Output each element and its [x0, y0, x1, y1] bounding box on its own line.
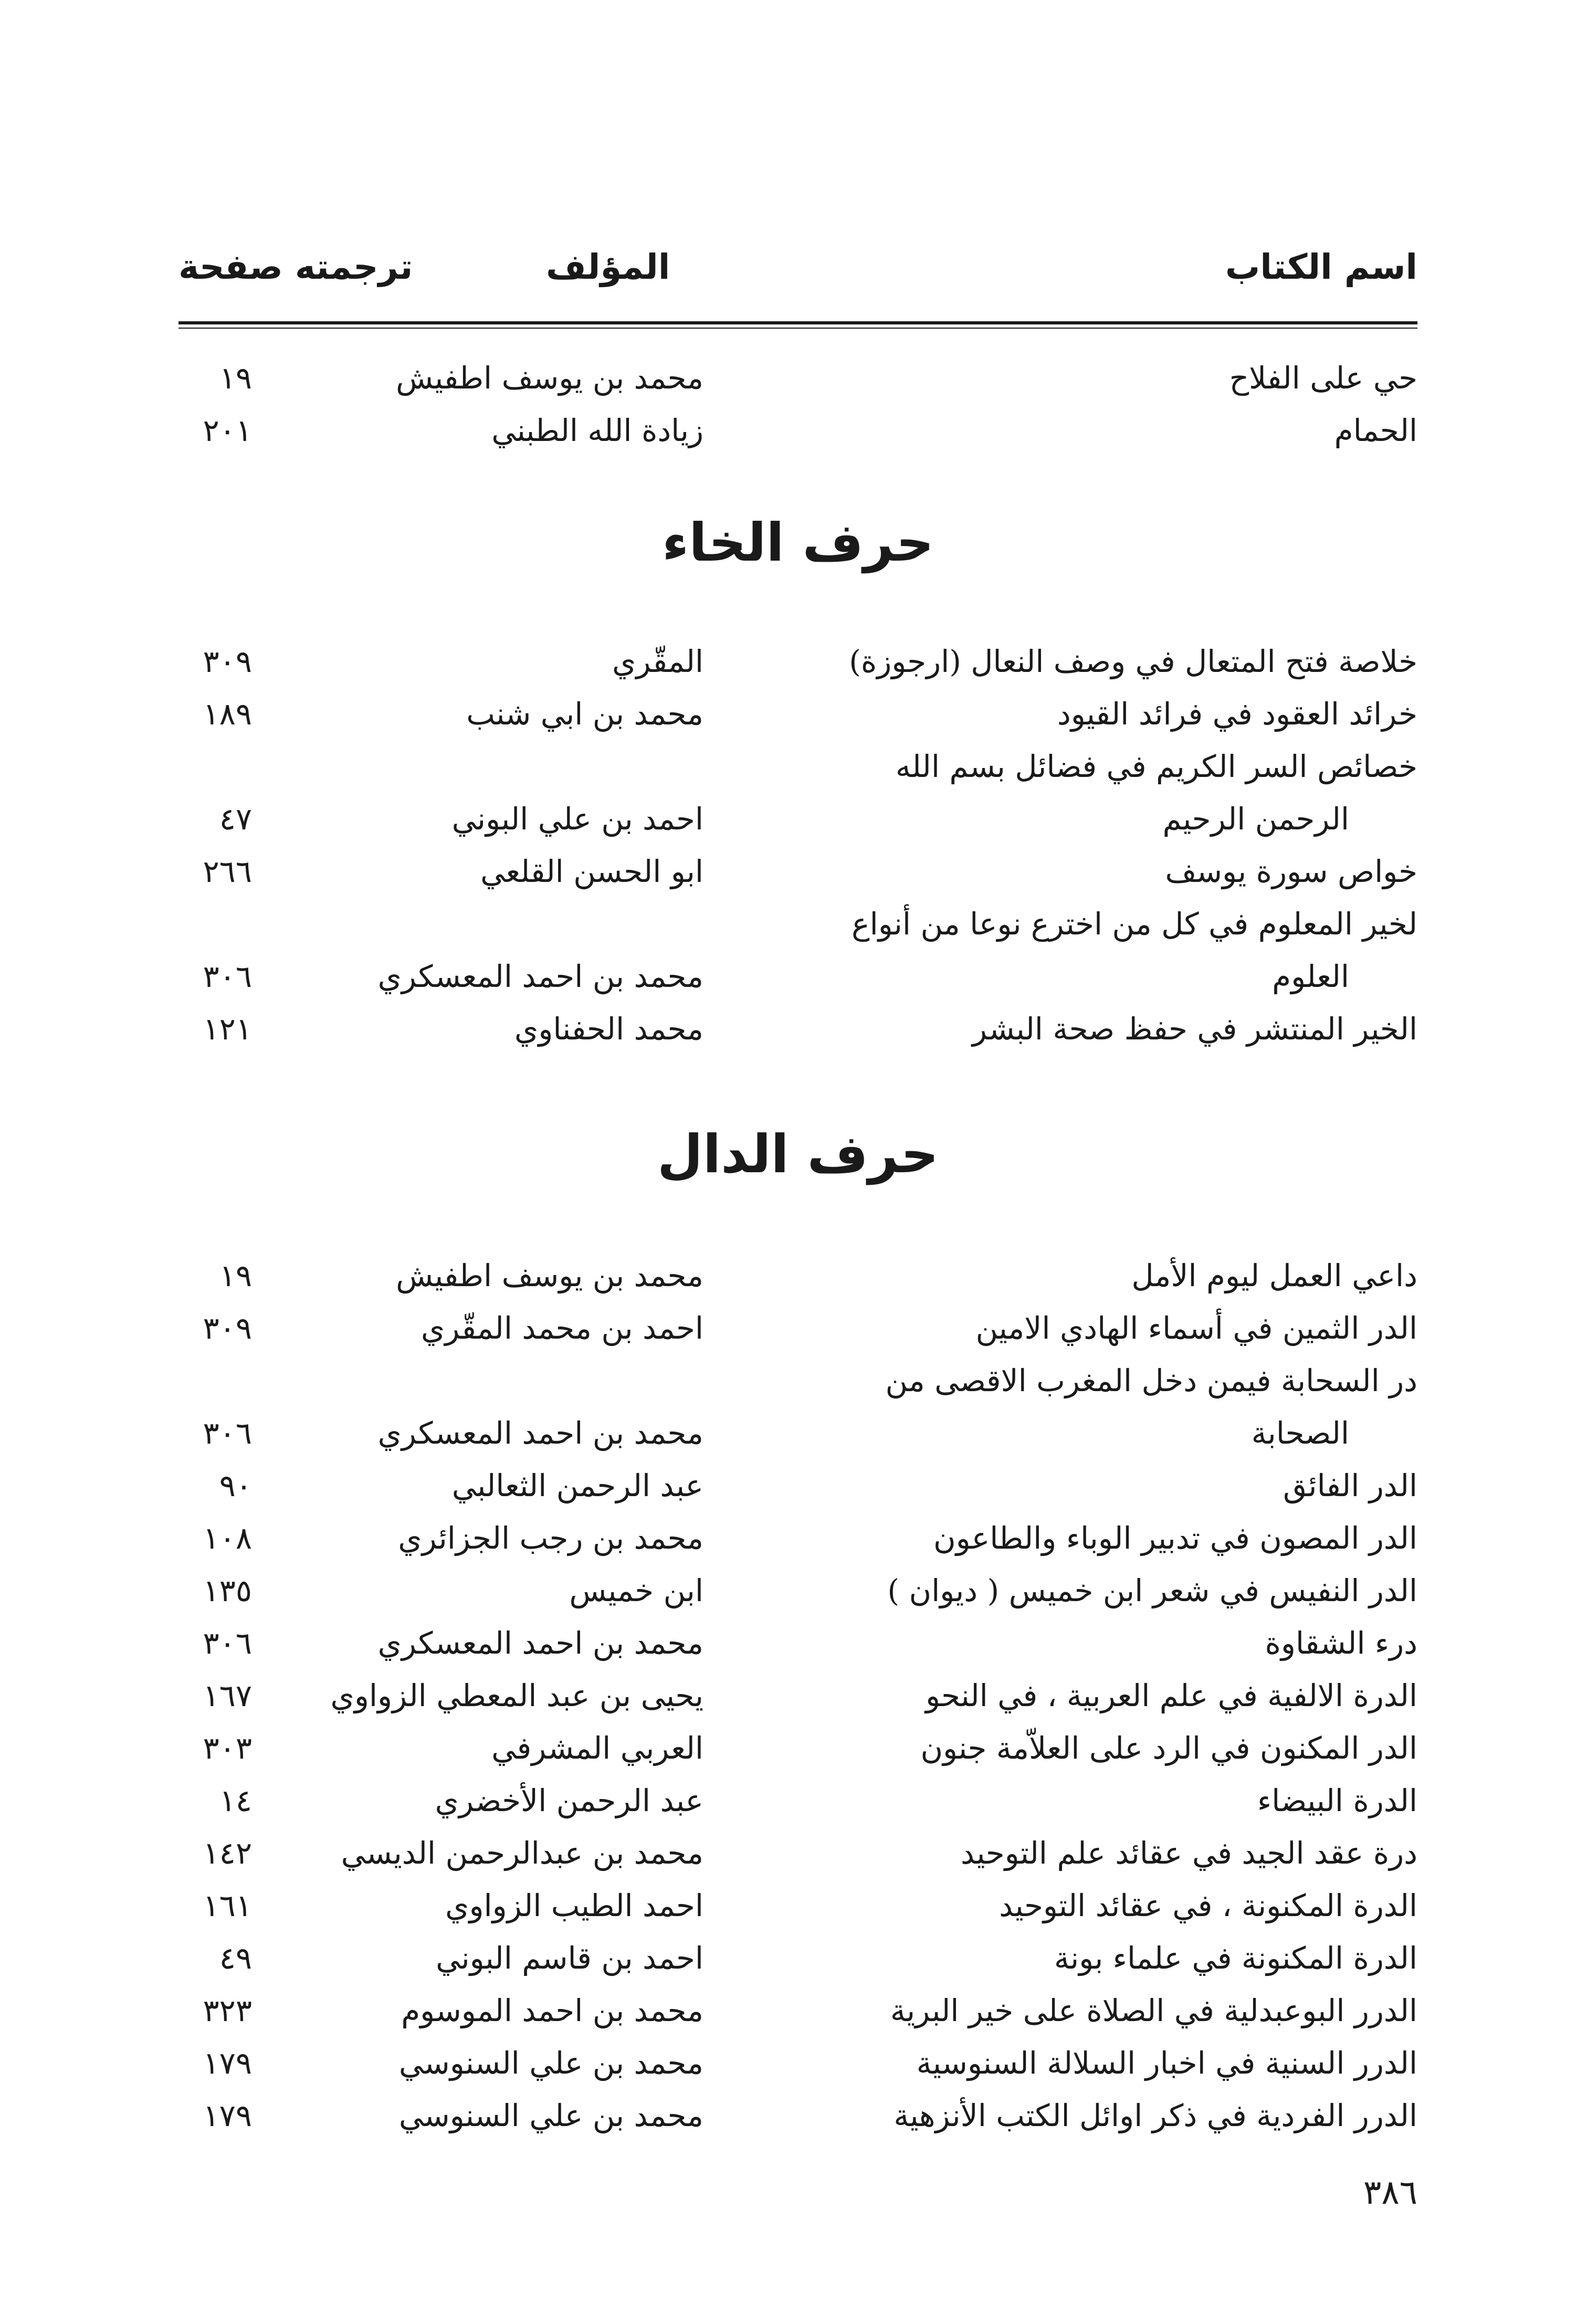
author-name: احمد بن محمد المقّري — [421, 1310, 703, 1346]
page-ref: ١٩ — [219, 360, 252, 396]
book-title: حي على الفلاح — [1229, 360, 1417, 396]
table-row — [178, 1407, 1417, 1459]
book-title: الخير المنتشر في حفظ صحة البشر — [972, 1011, 1417, 1047]
page-ref: ٤٩ — [219, 1940, 252, 1976]
table-row — [178, 1879, 1417, 1932]
table-row — [178, 1617, 1417, 1669]
page-ref: ٢٠١ — [203, 413, 252, 448]
book-title: الدرة البيضاء — [1257, 1783, 1417, 1818]
table-row — [178, 404, 1417, 457]
author-name: محمد بن يوسف اطفيش — [396, 1258, 703, 1294]
header-page: ترجمته صفحة — [178, 247, 413, 287]
author-name: عبد الرحمن الأخضري — [435, 1783, 703, 1818]
book-title: درة عقد الجيد في عقائد علم التوحيد — [960, 1835, 1417, 1871]
page-ref: ١٧٩ — [203, 2098, 252, 2133]
book-title-continuation: الصحابة — [1251, 1415, 1349, 1451]
author-name: المقّري — [612, 644, 703, 679]
book-title-continuation: الرحمن الرحيم — [1162, 801, 1349, 837]
page-ref: ١٩ — [219, 1258, 252, 1294]
header-rule — [178, 321, 1417, 324]
table-row — [178, 1459, 1417, 1512]
author-name: محمد بن عبدالرحمن الديسي — [341, 1835, 703, 1871]
page-ref: ١٤ — [219, 1783, 252, 1818]
book-title: الدرة المكنونة في علماء بونة — [1054, 1940, 1417, 1976]
page-ref: ١٧٩ — [203, 2045, 252, 2081]
author-name: احمد الطيب الزواوي — [445, 1888, 703, 1923]
author-name: احمد بن قاسم البوني — [436, 1940, 703, 1976]
page-ref: ٣٠٦ — [203, 959, 252, 994]
header-book-title: اسم الكتاب — [1225, 247, 1417, 287]
page-number: ٣٨٦ — [1363, 2173, 1417, 2212]
author-name: محمد بن احمد المعسكري — [377, 1415, 703, 1451]
table-row — [178, 793, 1417, 845]
author-name: محمد الحفناوي — [514, 1011, 703, 1047]
author-name: العربي المشرفي — [491, 1730, 703, 1766]
table-row — [178, 1354, 1417, 1407]
book-title: الدرة المكنونة ، في عقائد التوحيد — [999, 1888, 1417, 1923]
book-title: در السحابة فيمن دخل المغرب الاقصى من — [885, 1363, 1417, 1398]
table-row — [178, 2037, 1417, 2089]
book-title: درء الشقاوة — [1265, 1625, 1417, 1661]
author-name: عبد الرحمن الثعالبي — [451, 1468, 703, 1503]
table-row — [178, 688, 1417, 740]
section-heading-kha: حرف الخاء — [662, 512, 934, 573]
author-name: محمد بن يوسف اطفيش — [396, 360, 703, 396]
book-title: الدر الفائق — [1283, 1468, 1417, 1503]
table-row — [178, 898, 1417, 950]
author-name: محمد بن ابي شنب — [466, 696, 703, 732]
book-title: الحمام — [1334, 413, 1417, 448]
table-row — [178, 1984, 1417, 2037]
table-row — [178, 1932, 1417, 1984]
book-title: لخير المعلوم في كل من اخترع نوعا من أنواع — [852, 906, 1417, 942]
table-row — [178, 352, 1417, 404]
book-title: الدرر البوعبدلية في الصلاة على خير البرية — [890, 1993, 1417, 2028]
book-title-continuation: العلوم — [1272, 959, 1349, 994]
book-title: الدرة الالفية في علم العربية ، في النحو — [926, 1678, 1417, 1713]
author-name: زيادة الله الطبني — [491, 413, 703, 448]
book-title: خرائد العقود في فرائد القيود — [1057, 696, 1417, 732]
author-name: محمد بن احمد الموسوم — [401, 1993, 703, 2028]
author-name: محمد بن احمد المعسكري — [377, 959, 703, 994]
book-title: داعي العمل ليوم الأمل — [1131, 1258, 1417, 1294]
page-ref: ٩٠ — [219, 1468, 252, 1503]
page-ref: ٢٦٦ — [203, 854, 252, 889]
page-ref: ١٠٨ — [203, 1520, 252, 1556]
page-ref: ٣٠٦ — [203, 1415, 252, 1451]
page-ref: ٣٠٩ — [203, 644, 252, 679]
table-row — [178, 950, 1417, 1003]
section-heading-dal: حرف الدال — [657, 1123, 939, 1185]
page-ref: ١٦١ — [203, 1888, 252, 1923]
page-ref: ١٢١ — [203, 1011, 252, 1047]
table-row — [178, 1669, 1417, 1722]
table-row — [178, 1722, 1417, 1774]
table-row — [178, 1249, 1417, 1302]
table-row — [178, 1512, 1417, 1564]
book-title: الدر الثمين في أسماء الهادي الامين — [975, 1310, 1417, 1346]
table-header — [178, 247, 1417, 310]
page-ref: ٣٠٦ — [203, 1625, 252, 1661]
page-ref: ٣٠٩ — [203, 1310, 252, 1346]
header-author: المؤلف — [546, 247, 670, 287]
author-name: يحيى بن عبد المعطي الزواوي — [330, 1678, 703, 1713]
page-ref: ١٨٩ — [203, 696, 252, 732]
table-row — [178, 1003, 1417, 1055]
author-name: ابن خميس — [569, 1573, 703, 1608]
table-row — [178, 1827, 1417, 1879]
page-ref: ١٦٧ — [203, 1678, 252, 1713]
author-name: ابو الحسن القلعي — [480, 854, 703, 889]
table-row — [178, 635, 1417, 688]
page-ref: ١٤٢ — [203, 1835, 252, 1871]
header-rule-thin — [178, 328, 1417, 329]
book-title: خصائص السر الكريم في فضائل بسم الله — [895, 749, 1417, 784]
book-title: خلاصة فتح المتعال في وصف النعال (ارجوزة) — [849, 644, 1417, 679]
table-row — [178, 740, 1417, 793]
page-ref: ١٣٥ — [203, 1573, 252, 1608]
author-name: محمد بن احمد المعسكري — [377, 1625, 703, 1661]
book-title: خواص سورة يوسف — [1165, 854, 1417, 889]
table-row — [178, 1564, 1417, 1617]
table-row — [178, 2089, 1417, 2142]
table-row — [178, 845, 1417, 898]
table-row — [178, 1774, 1417, 1827]
book-title: الدر النفيس في شعر ابن خميس ( ديوان ) — [887, 1573, 1417, 1608]
page-ref: ٤٧ — [219, 801, 252, 837]
book-title: الدرر السنية في اخبار السلالة السنوسية — [916, 2045, 1417, 2081]
book-title: الدرر الفردية في ذكر اوائل الكتب الأنزهية — [894, 2098, 1417, 2133]
author-name: محمد بن علي السنوسي — [398, 2098, 703, 2133]
table-row — [178, 1302, 1417, 1354]
book-title: الدر المصون في تدبير الوباء والطاعون — [933, 1520, 1417, 1556]
page-ref: ٣٠٣ — [203, 1730, 252, 1766]
book-title: الدر المكنون في الرد على العلاّمة جنون — [920, 1730, 1417, 1766]
author-name: احمد بن علي البوني — [451, 801, 703, 837]
page-ref: ٣٢٣ — [203, 1993, 252, 2028]
author-name: محمد بن علي السنوسي — [398, 2045, 703, 2081]
author-name: محمد بن رجب الجزائري — [398, 1520, 703, 1556]
